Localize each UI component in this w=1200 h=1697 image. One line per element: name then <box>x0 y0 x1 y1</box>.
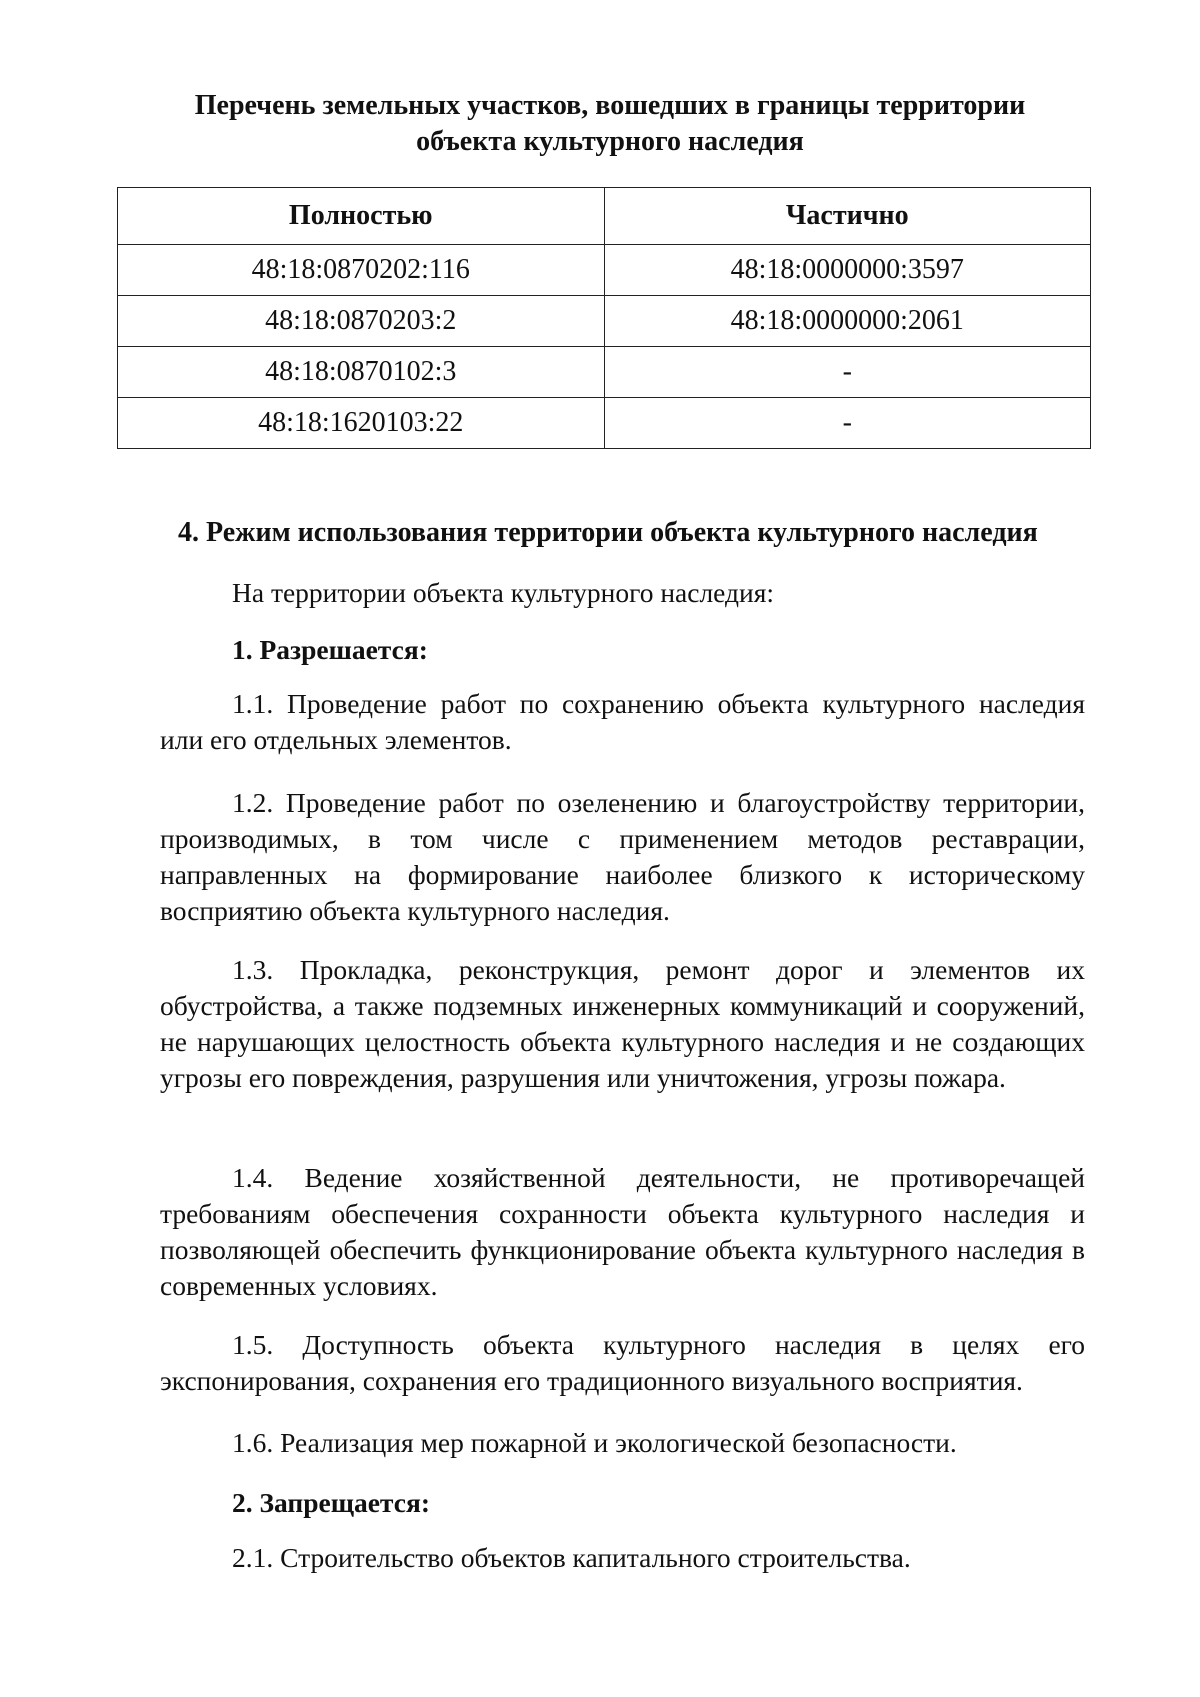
paragraph-1-3: 1.3. Прокладка, реконструкция, ремонт дорог и элементов их обустройства, а также подземных инженерных коммуникаций и сооружений, не нарушающих целостность объекта культурного наследия и не создающих угрозы его повреждения, разрушения или уничтожения, угрозы пожара. <box>160 954 1085 1093</box>
paragraph-1-2: 1.2. Проведение работ по озеленению и благоустройству территории, производимых, в том числе с применением методов реставрации, направленных на формирование наиболее близкого к историческому восприятию объекта культурного наследия. <box>160 787 1085 926</box>
table-cell: - <box>604 398 1091 449</box>
document-title-line-2: объекта культурного наследия <box>416 126 804 157</box>
paragraph-2-1: 2.1. Строительство объектов капитального строительства. <box>232 1542 911 1573</box>
table-row <box>118 398 1091 449</box>
intro-paragraph: На территории объекта культурного наследия: <box>232 577 775 608</box>
column-header-partially: Частично <box>604 188 1091 245</box>
table-cell: 48:18:1620103:22 <box>118 398 605 449</box>
paragraph-1-4: 1.4. Ведение хозяйственной деятельности, не противоречащей требованиям обеспечения сохранности объекта культурного наследия и позволяющей обеспечить функционирование объекта культурного наследия в современных условиях. <box>160 1162 1085 1301</box>
table-cell: - <box>604 347 1091 398</box>
document-title <box>150 88 1070 160</box>
table-cell: 48:18:0870203:2 <box>118 296 605 347</box>
table-row <box>118 296 1091 347</box>
section-heading: 4. Режим использования территории объекта культурного наследия <box>178 517 1038 548</box>
column-header-fully: Полностью <box>118 188 605 245</box>
paragraph-1-1: 1.1. Проведение работ по сохранению объекта культурного наследия или его отдельных элементов. <box>160 688 1085 755</box>
allowed-heading: 1. Разрешается: <box>232 634 428 665</box>
land-plots-table <box>117 187 1091 449</box>
table-row <box>118 347 1091 398</box>
table-cell: 48:18:0000000:3597 <box>604 245 1091 296</box>
table-row <box>118 245 1091 296</box>
table-header-row <box>118 188 1091 245</box>
table-cell: 48:18:0870102:3 <box>118 347 605 398</box>
paragraph-1-5: 1.5. Доступность объекта культурного наследия в целях его экспонирования, сохранения его традиционного визуального восприятия. <box>160 1329 1085 1396</box>
table-cell: 48:18:0870202:116 <box>118 245 605 296</box>
document-title-line-1: Перечень земельных участков, вошедших в границы территории <box>194 90 1026 121</box>
table-cell: 48:18:0000000:2061 <box>604 296 1091 347</box>
prohibited-heading: 2. Запрещается: <box>232 1487 431 1518</box>
paragraph-1-6: 1.6. Реализация мер пожарной и экологической безопасности. <box>232 1427 957 1458</box>
